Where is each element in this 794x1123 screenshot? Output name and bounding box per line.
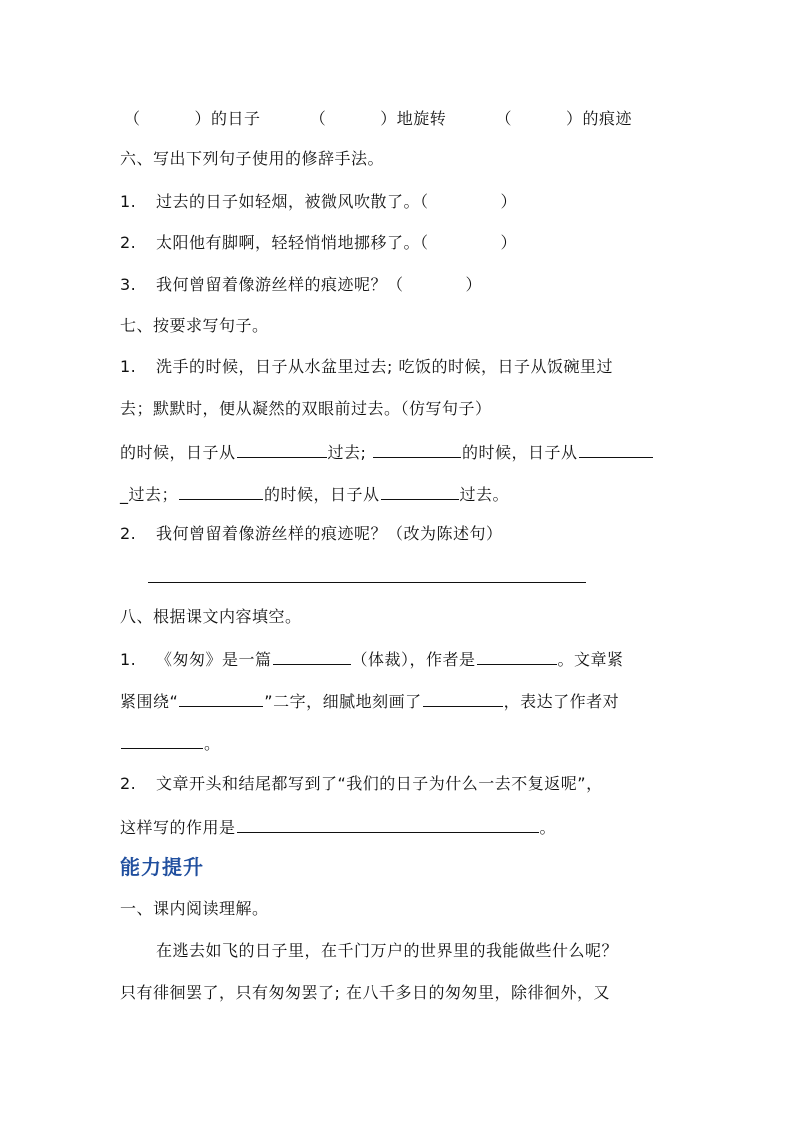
s8-q1-line1: 1. 《匆匆》是一篇 （体裁），作者是 。文章紧 <box>120 650 624 669</box>
s8-q2-line1: 2. 文章开头和结尾都写到了“我们的日子为什么一去不复返呢”， <box>120 774 603 793</box>
section-title-6: 六、写出下列句子使用的修辞手法。 <box>120 149 385 168</box>
blank-c[interactable] <box>513 108 565 124</box>
section-title-7: 七、按要求写句子。 <box>120 316 269 335</box>
answer-blank[interactable] <box>430 232 500 248</box>
paren-open: （ <box>309 109 327 128</box>
s8-q1-line3: 。 <box>120 732 221 754</box>
fill-blank[interactable] <box>121 732 203 749</box>
s6-item-3: 3. 我何曾留着像游丝样的痕迹呢？（ ） <box>120 275 483 294</box>
s6-item-1: 1. 过去的日子如轻烟，被微风吹散了。（ ） <box>120 192 518 211</box>
section-heading-ability: 能力提升 <box>120 855 204 879</box>
word-fill-row <box>124 108 632 129</box>
s6-item-2: 2. 太阳他有脚啊，轻轻悄悄地挪移了。（ ） <box>120 233 518 252</box>
s8-q2-line2: 这样写的作用是 。 <box>120 818 557 837</box>
answer-line[interactable] <box>148 582 586 583</box>
blank-a[interactable] <box>142 108 194 124</box>
fill-blank[interactable] <box>381 483 459 500</box>
fill-blank[interactable] <box>579 441 653 458</box>
ability-subtitle: 一、课内阅读理解。 <box>120 899 269 918</box>
fill-blank[interactable] <box>237 816 539 833</box>
s7-fill-line1: 的时候，日子从 过去; 的时候，日子从 <box>120 441 654 463</box>
fill-blank[interactable] <box>237 441 327 458</box>
paren-open: （ <box>124 109 141 128</box>
s8-q1-line2: 紧围绕“ ”二字，细腻地刻画了 ，表达了作者对 <box>120 692 620 711</box>
paren-open: （ <box>495 109 512 128</box>
phrase-a: ）的日子 <box>194 109 261 128</box>
passage-line-1: 在逃去如飞的日子里，在千门万户的世界里的我能做些什么呢？ <box>156 941 619 960</box>
fill-blank[interactable] <box>373 441 461 458</box>
s7-q1-line2: 去；默默时，便从凝然的双眼前过去。（仿写句子） <box>120 399 492 418</box>
answer-blank[interactable] <box>430 191 500 207</box>
passage-line-2: 只有徘徊罢了，只有匆匆罢了; 在八千多日的匆匆里，除徘徊外，又 <box>120 983 610 1002</box>
fill-blank[interactable] <box>273 648 351 665</box>
section-title-8: 八、根据课文内容填空。 <box>120 607 302 626</box>
fill-blank[interactable] <box>179 483 263 500</box>
fill-blank[interactable] <box>477 648 557 665</box>
s7-fill-line2: _过去； 的时候，日子从 过去。 <box>120 485 510 504</box>
s7-q1-line1: 1. 洗手的时候，日子从水盆里过去; 吃饭的时候，日子从饭碗里过 <box>120 357 613 376</box>
fill-blank[interactable] <box>423 690 503 707</box>
blank-b[interactable] <box>327 108 379 124</box>
s7-q2: 2. 我何曾留着像游丝样的痕迹呢？（改为陈述句） <box>120 524 503 543</box>
answer-blank[interactable] <box>405 274 465 290</box>
phrase-b: ）地旋转 <box>380 109 447 128</box>
fill-blank[interactable] <box>179 690 263 707</box>
phrase-c: ）的痕迹 <box>565 109 632 128</box>
